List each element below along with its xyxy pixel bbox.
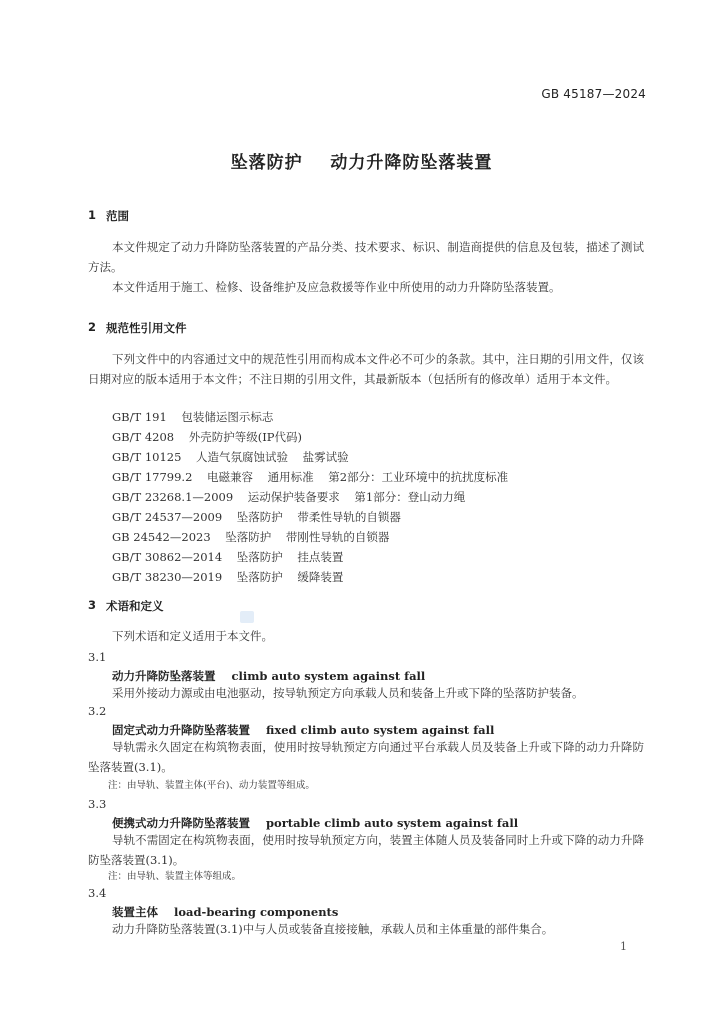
term-number: 3.2 [88, 704, 107, 718]
reference-item: GB/T 23268.1—2009 运动保护装备要求 第1部分：登山动力绳 [112, 490, 466, 504]
term-number: 3.1 [88, 650, 107, 664]
document-title: 坠落防护 动力升降防坠落装置 [230, 153, 493, 173]
reference-item: GB/T 38230—2019 坠落防护 缓降装置 [112, 570, 344, 584]
normative-references-intro: 下列文件中的内容通过文中的规范性引用而构成本文件必不可少的条款。其中，注日期的引用文件，仅该日期对应的版本适用于本文件；不注日期的引用文件，其最新版本（包括所有的修改单）适用于本文件。 [88, 352, 644, 386]
scope-paragraph-1: 本文件规定了动力升降防坠落装置的产品分类、技术要求、标识、制造商提供的信息及包装，描述了测试方法。 [88, 240, 644, 274]
term-title: 固定式动力升降防坠落装置 fixed climb auto system against fall [112, 723, 495, 737]
terms-intro: 下列术语和定义适用于本文件。 [112, 629, 273, 643]
page-number: 1 [620, 940, 627, 953]
standard-code: GB 45187—2024 [541, 87, 646, 101]
reference-item: GB 24542—2023 坠落防护 带刚性导轨的自锁器 [112, 530, 390, 544]
section-label: 术语和定义 [106, 599, 164, 613]
section-number: 1 [88, 208, 97, 222]
section-number: 2 [88, 320, 97, 334]
reference-item: GB/T 4208 外壳防护等级(IP代码) [112, 430, 302, 444]
reference-item: GB/T 30862—2014 坠落防护 挂点装置 [112, 550, 344, 564]
term-note: 注：由导轨、装置主体等组成。 [108, 871, 242, 882]
reference-item: GB/T 24537—2009 坠落防护 带柔性导轨的自锁器 [112, 510, 401, 524]
term-title: 动力升降防坠落装置 climb auto system against fall [112, 669, 426, 683]
section-label: 规范性引用文件 [106, 321, 187, 335]
term-note: 注：由导轨、装置主体(平台)、动力装置等组成。 [108, 780, 315, 791]
term-title: 装置主体 load-bearing components [112, 905, 339, 919]
term-definition: 导轨不需固定在构筑物表面，使用时按导轨预定方向，装置主体随人员及装备同时上升或下降的动力升降防坠落装置(3.1)。 [88, 833, 644, 867]
term-definition: 动力升降防坠落装置(3.1)中与人员或装备直接接触，承载人员和主体重量的部件集合。 [112, 922, 554, 936]
section-number: 3 [88, 598, 97, 612]
term-number: 3.3 [88, 797, 107, 811]
term-title: 便携式动力升降防坠落装置 portable climb auto system against fall [112, 816, 519, 830]
scope-paragraph-2: 本文件适用于施工、检修、设备维护及应急救援等作业中所使用的动力升降防坠落装置。 [112, 280, 561, 294]
term-number: 3.4 [88, 886, 107, 900]
term-definition: 采用外接动力源或由电池驱动，按导轨预定方向承载人员和装备上升或下降的坠落防护装备。 [112, 686, 584, 700]
reference-item: GB/T 17799.2 电磁兼容 通用标准 第2部分：工业环境中的抗扰度标准 [112, 470, 509, 484]
reference-item: GB/T 191 包装储运图示标志 [112, 410, 274, 424]
reference-item: GB/T 10125 人造气氛腐蚀试验 盐雾试验 [112, 450, 349, 464]
term-definition: 导轨需永久固定在构筑物表面，使用时按导轨预定方向通过平台承载人员及装备上升或下降的动力升降防坠落装置(3.1)。 [88, 740, 644, 774]
watermark-mark [240, 611, 254, 623]
section-label: 范围 [106, 209, 129, 223]
